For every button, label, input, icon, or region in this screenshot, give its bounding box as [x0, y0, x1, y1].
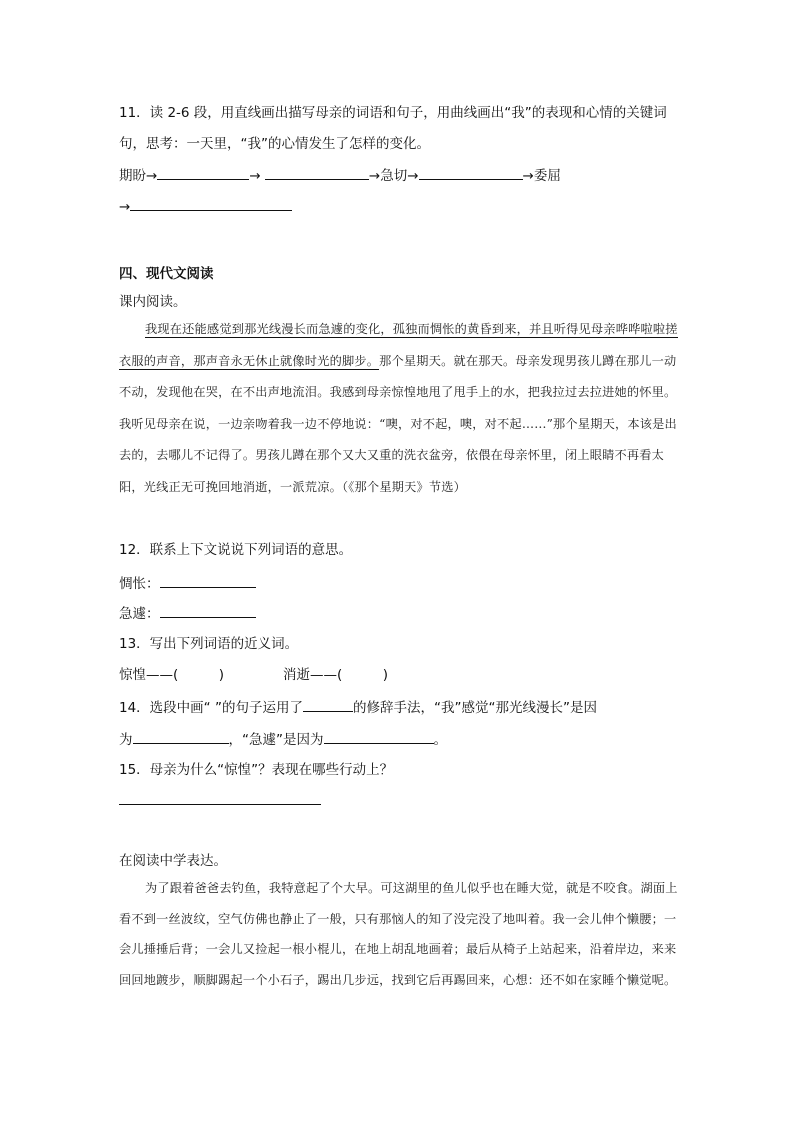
q14-line1 — [119, 697, 597, 718]
q14-blank-1[interactable] — [303, 697, 353, 712]
q15-answer-line — [119, 790, 321, 811]
q14-line2 — [119, 729, 447, 750]
q13-title: 13．写出下列词语的近义词。 — [119, 636, 299, 652]
q12-item1-label: 惆怅： — [119, 576, 160, 592]
q14-part2: 的修辞手法，“我”感觉“那光线漫长”是因 — [352, 700, 597, 716]
q11-arrow-last: → — [119, 199, 131, 215]
q11-line1: 11．读 2-6 段，用直线画出描写母亲的词语和句子，用曲线画出“我”的表现和心情的关键词 — [119, 105, 667, 121]
section4-passage — [119, 314, 681, 503]
q11-flow-end: →委屈 — [522, 168, 561, 184]
section4-subtitle: 课内阅读。 — [119, 294, 187, 310]
q15-title: 15．母亲为什么“惊惶”？表现在哪些行动上？ — [119, 762, 394, 778]
q13-item1: 惊惶——( ) — [119, 667, 225, 683]
q14-part4: ，“急遽”是因为 — [228, 732, 324, 748]
q14-part3: 为 — [119, 732, 133, 748]
q11-flow-start: 期盼→ — [119, 168, 158, 184]
q12-blank-1[interactable] — [160, 573, 256, 588]
section5-title: 在阅读中学表达。 — [119, 853, 227, 869]
q11-arrow: → — [249, 168, 261, 184]
passage-rest: 那个星期天。就在那天。母亲发现男孩儿蹲在那儿一动不动，发现他在哭，在不出声地流泪。我感到母亲惊惶地甩了甩手上的水，把我拉过去拉进她的怀里。我听见母亲在说，一边亲吻着我一边不停地说：“噢，对不起，噢，对不起……”那个星期天，本该是出去的，去哪儿不记得了。男孩儿蹲在那个又大又重的洗衣盆旁，依偎在母亲怀里，闭上眼睛不再看太阳，光线正无可挽回地消逝，一派荒凉。（《那个星期天》节选） — [119, 353, 677, 494]
q14-part1: 14．选段中画“ ”的句子运用了 — [119, 700, 303, 716]
q14-part5: 。 — [433, 732, 447, 748]
q12-item2-label: 急遽： — [119, 606, 160, 622]
q13-item2: 消逝——( ) — [283, 667, 389, 683]
q11-flow-last — [119, 196, 292, 217]
passage-underlined-sentence: 我现在还能感觉到那光线漫长而急遽的变化，孤独而惆怅的黄昏到来，并且听得见母亲哗哗啦啦搓衣服的声音，那声音永无休止就像时光的脚步。 — [119, 322, 678, 368]
section4-title: 四、现代文阅读 — [119, 266, 214, 282]
q11-blank-1[interactable] — [157, 165, 249, 180]
q12-item2 — [119, 603, 256, 624]
q15-blank[interactable] — [119, 790, 321, 805]
q14-blank-3[interactable] — [324, 729, 434, 744]
q11-line2: 句，思考：一天里，“我”的心情发生了怎样的变化。 — [119, 136, 430, 152]
q11-blank-3[interactable] — [419, 165, 523, 180]
q11-flow — [119, 165, 561, 186]
section5-passage — [119, 873, 681, 995]
q11-blank-4[interactable] — [130, 196, 292, 211]
q11-flow-mid: →急切→ — [368, 168, 419, 184]
q12-item1 — [119, 573, 256, 594]
q14-blank-2[interactable] — [133, 729, 229, 744]
q12-blank-2[interactable] — [160, 603, 256, 618]
section5-passage-text: 为了跟着爸爸去钓鱼，我特意起了个大早。可这湖里的鱼儿似乎也在睡大觉，就是不咬食。湖面上看不到一丝波纹，空气仿佛也静止了一般，只有那恼人的知了没完没了地叫着。我一会儿伸个懒腰；一会儿捶捶后背；一会儿又捡起一根小棍儿，在地上胡乱地画着；最后从椅子上站起来，沿着岸边，来来回回地踱步，顺脚踢起一个小石子，踢出几步远，找到它后再踢回来，心想：还不如在家睡个懒觉呢。 — [119, 881, 678, 987]
q11-blank-2[interactable] — [265, 165, 369, 180]
q12-title: 12．联系上下文说说下列词语的意思。 — [119, 542, 353, 558]
